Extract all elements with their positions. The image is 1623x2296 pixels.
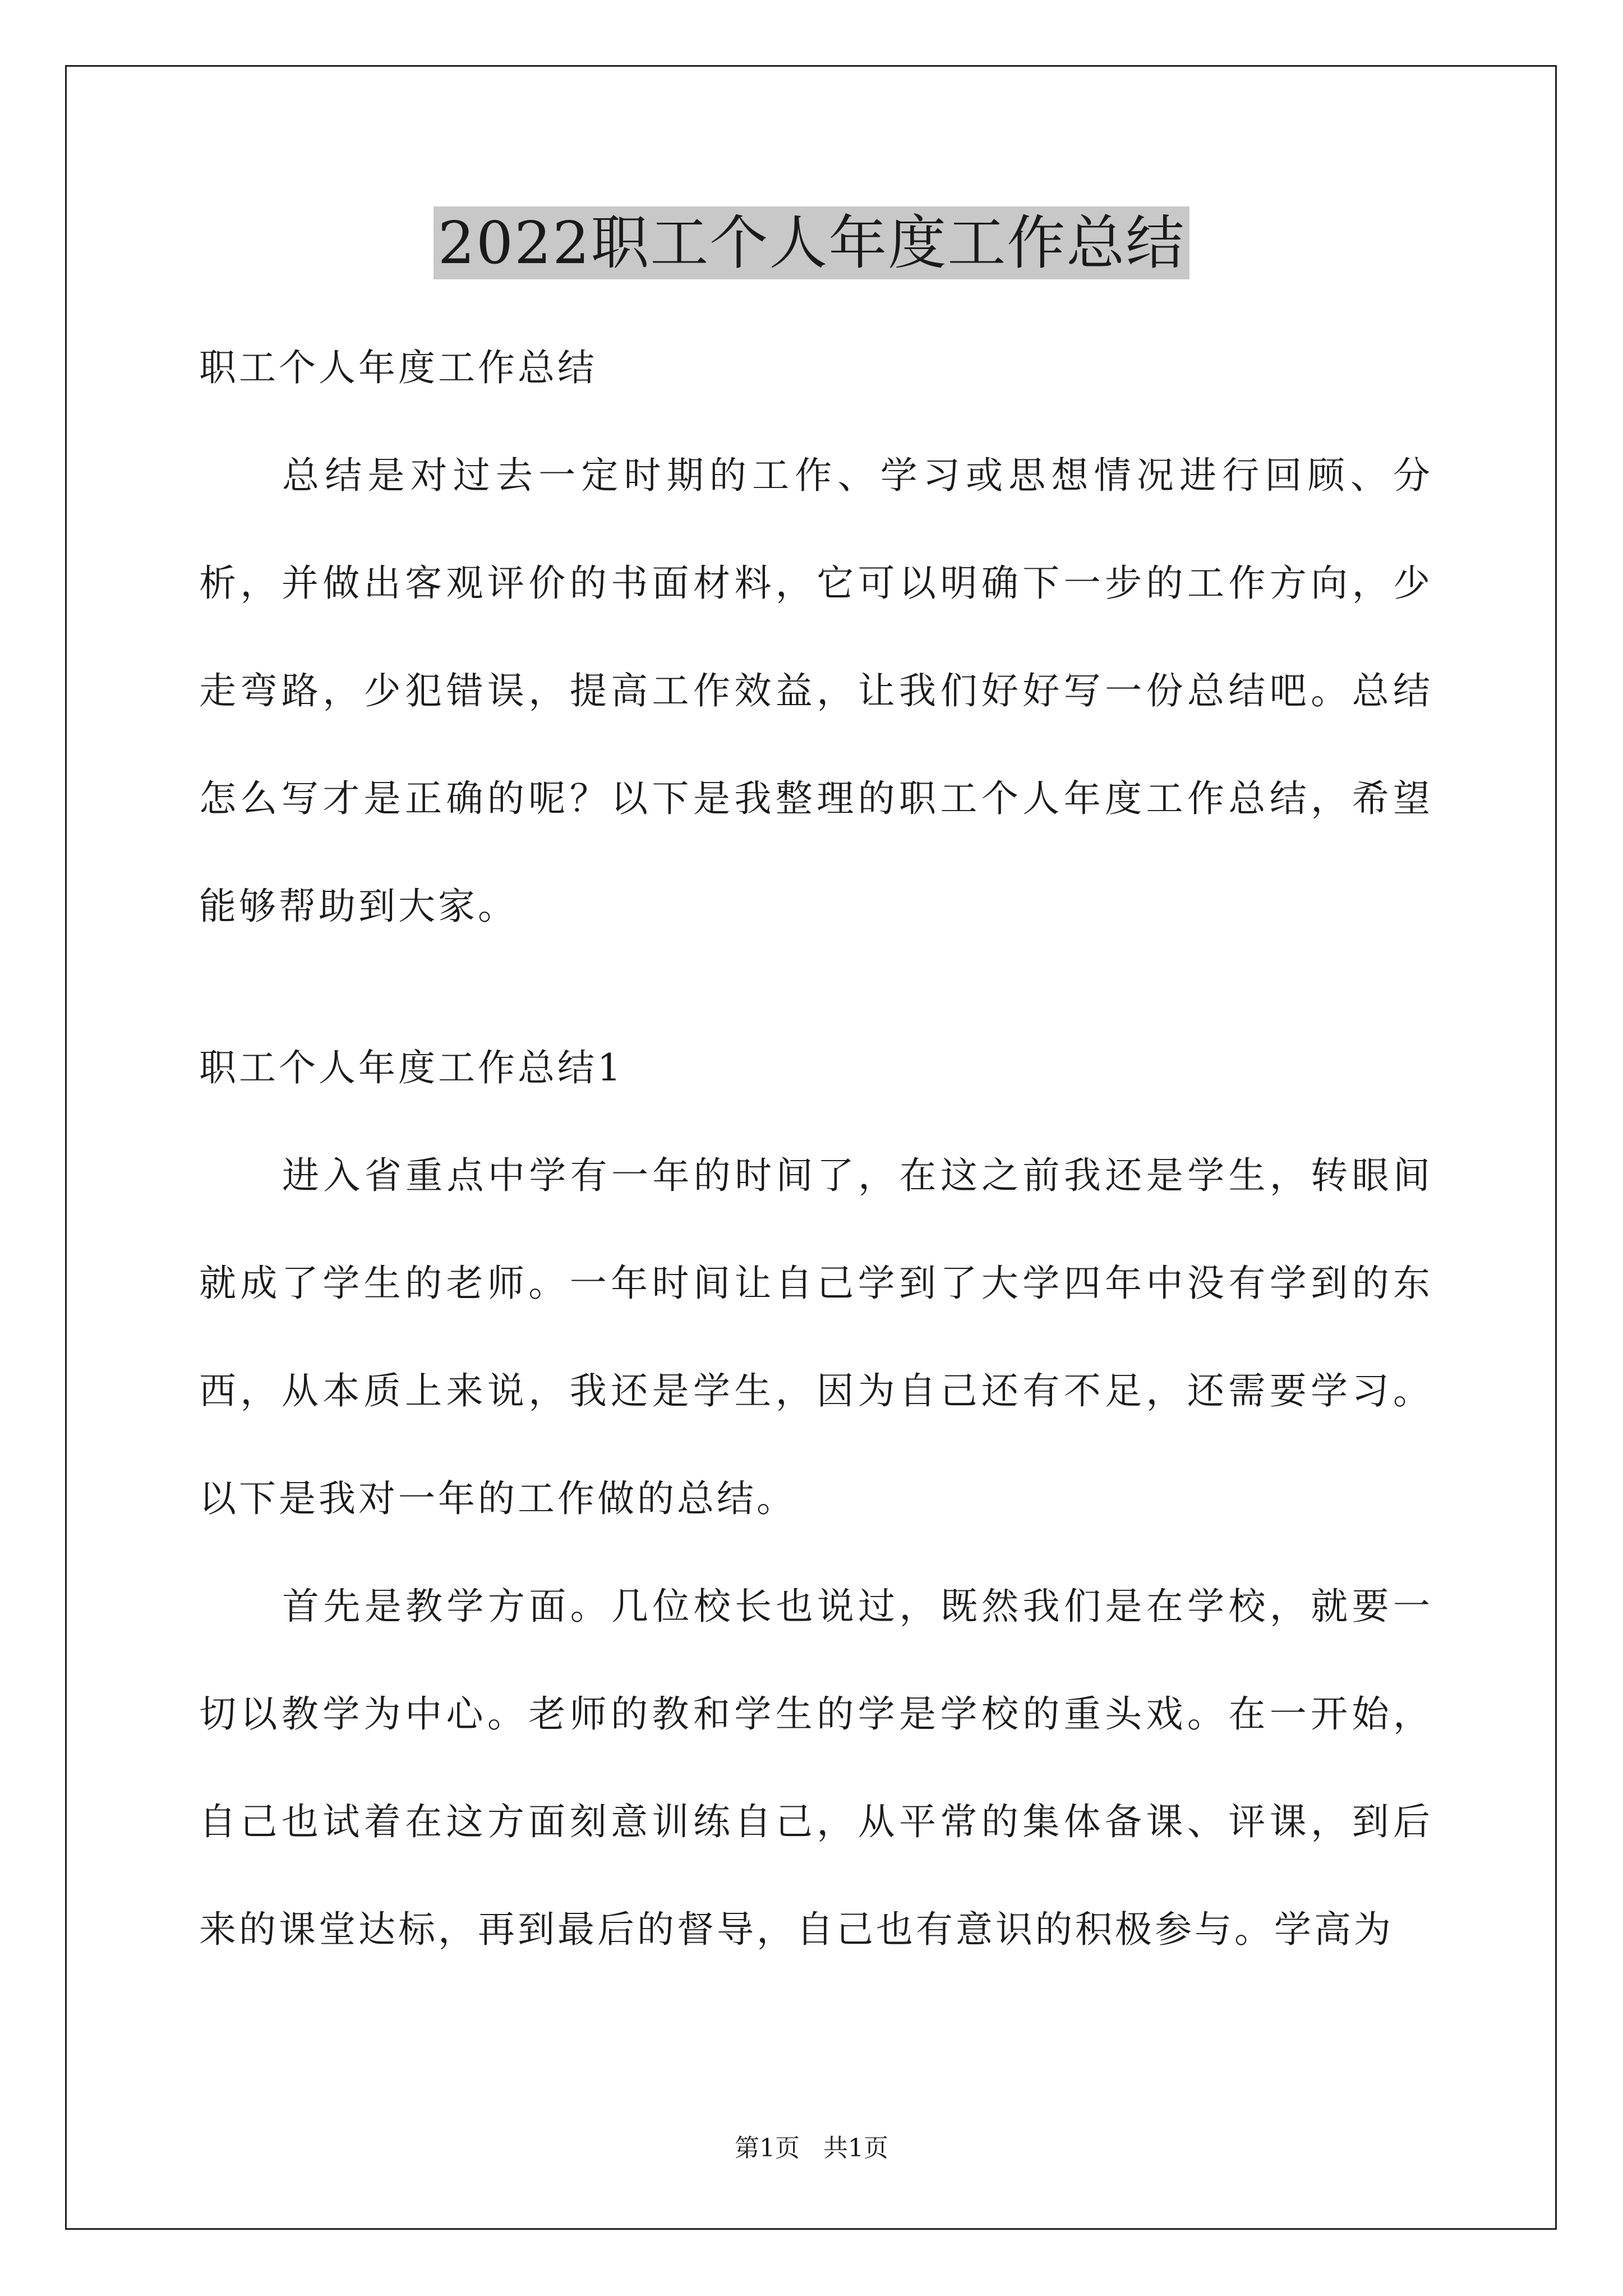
body-paragraph: 进入省重点中学有一年的时间了，在这之前我还是学生，转眼间就成了学生的老师。一年时间让自己学到了大学四年中没有学到的东西，从本质上来说，我还是学生，因为自己还有不足，还需要学习。以下是我对一年的工作做的总结。 (199, 1154, 1433, 1520)
intro-paragraph: 总结是对过去一定时期的工作、学习或思想情况进行回顾、分析，并做出客观评价的书面材料，它可以明确下一步的工作方向，少走弯路，少犯错误，提高工作效益，让我们好好写一份总结吧。总结怎么写才是正确的呢？以下是我整理的职工个人年度工作总结，希望能够帮助到大家。 (199, 454, 1433, 928)
section-gap (199, 960, 1433, 1014)
page-footer: 第1页 共1页 (735, 2134, 888, 2162)
document-body (199, 314, 1433, 1984)
document-title: 2022职工个人年度工作总结 (434, 206, 1190, 279)
title-container (0, 206, 1623, 279)
subtitle: 职工个人年度工作总结 (199, 346, 597, 389)
body-paragraph: 首先是教学方面。几位校长也说过，既然我们是在学校，就要一切以教学为中心。老师的教和学生的学是学校的重头戏。在一开始，自己也试着在这方面刻意训练自己，从平常的集体备课、评课，到后来的课堂达标，再到最后的督导，自己也有意识的积极参与。学高为 (199, 1585, 1433, 1951)
section-heading: 职工个人年度工作总结1 (199, 1046, 624, 1089)
